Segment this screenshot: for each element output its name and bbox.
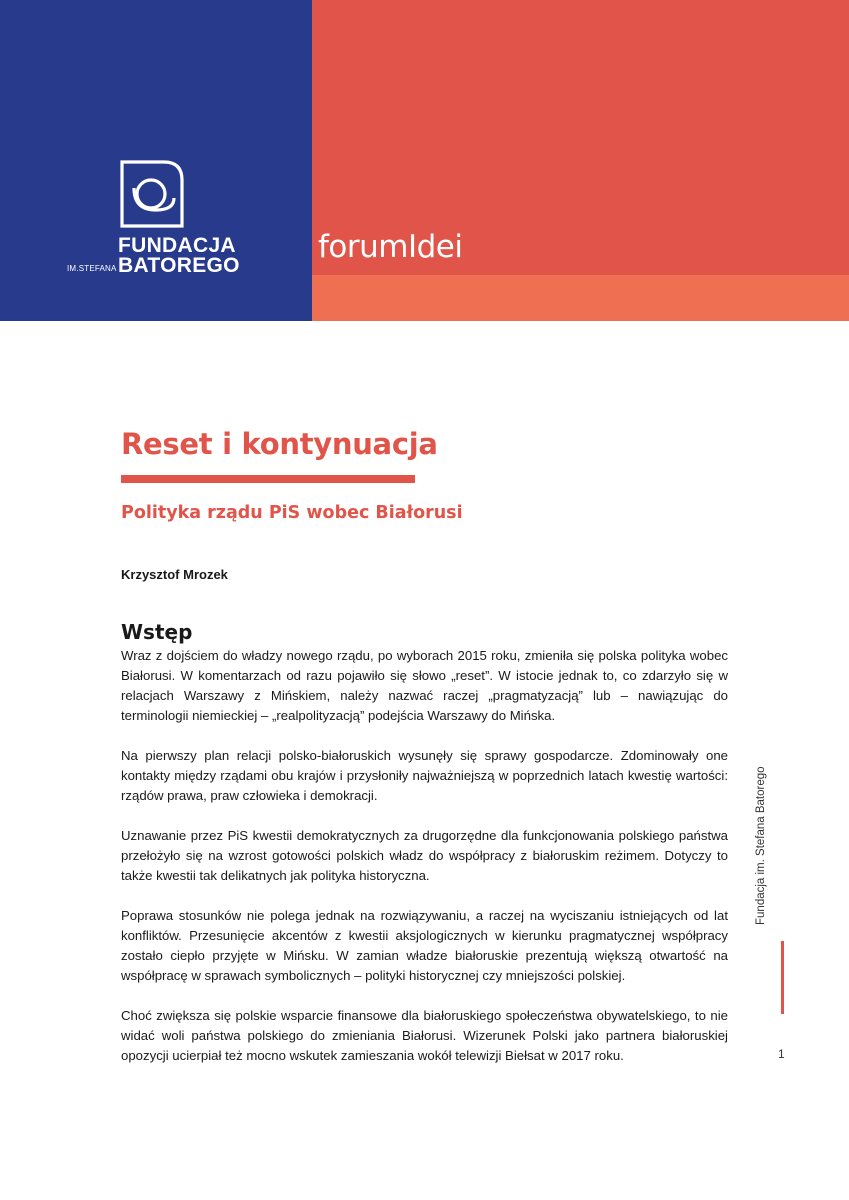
sidebar-rule bbox=[781, 941, 784, 1014]
logo-text-batorego: BATOREGO bbox=[118, 254, 240, 277]
logo-text-fundacja: FUNDACJA bbox=[118, 234, 236, 257]
page-number: 1 bbox=[778, 1047, 785, 1061]
header-banner-stripe bbox=[312, 275, 849, 321]
paragraph: Wraz z dojściem do władzy nowego rządu, po wyborach 2015 roku, zmieniła się polska polityka wobec Białorusi. W komentarzach od razu pojawiło się słowo „reset”. W istocie jednak to, co zdarzyło się w relacjach Warszawy z Mińskiem, należy nazwać raczej „pragmatyzacją” lub – nawiązując do terminologii niemieckiej – „realpolityzacją” podejścia Warszawy do Mińska. bbox=[121, 648, 728, 723]
title-underline bbox=[121, 475, 415, 483]
paragraph: Choć zwiększa się polskie wsparcie finansowe dla białoruskiego społeczeństwa obywatelskiego, to nie widać woli państwa polskiego do zmieniania Białorusi. Wizerunek Polski jako partnera białoruskiej opozycji ucierpiał też mocno wskutek zamieszania wokół telewizji Biełsat w 2017 roku. bbox=[121, 1008, 728, 1063]
document-subtitle: Polityka rządu PiS wobec Białorusi bbox=[121, 503, 463, 523]
sidebar-publisher-label: Fundacja im. Stefana Batorego bbox=[755, 766, 767, 925]
logo-text-prefix: IM.STEFANA bbox=[67, 264, 117, 273]
document-title: Reset i kontynuacja bbox=[121, 427, 438, 461]
author-name: Krzysztof Mrozek bbox=[121, 567, 228, 582]
paragraph: Poprawa stosunków nie polega jednak na rozwiązywaniu, a raczej na wyciszaniu istniejących od lat konfliktów. Przesunięcie akcentów z kwestii aksjologicznych w kierunku pragmatycznej współpracy zostało ciepło przyjęte w Mińsku. W zamian władze białoruskie prezentują większą otwartość na współpracę w sprawach symbolicznych – polityki historycznej czy mniejszości polskiej. bbox=[121, 908, 728, 983]
paragraph: Uznawanie przez PiS kwestii demokratycznych za drugorzędne dla funkcjonowania polskiego państwa przełożyło się na wzrost gotowości polskich władz do współpracy z białoruskim reżimem. Dotyczy to także kwestii tak delikatnych jak polityka historyczna. bbox=[121, 828, 728, 883]
body-text bbox=[121, 646, 728, 1086]
foundation-logo-icon bbox=[120, 160, 184, 228]
section-heading: Wstęp bbox=[121, 620, 193, 644]
paragraph: Na pierwszy plan relacji polsko-białoruskich wysunęły się sprawy gospodarcze. Zdominowały one kontakty między rządami obu krajów i przysłoniły najważniejszą w poprzednich latach kwestię wartości: rządów prawa, praw człowieka i demokracji. bbox=[121, 748, 728, 803]
series-title: forumIdei bbox=[318, 229, 463, 265]
